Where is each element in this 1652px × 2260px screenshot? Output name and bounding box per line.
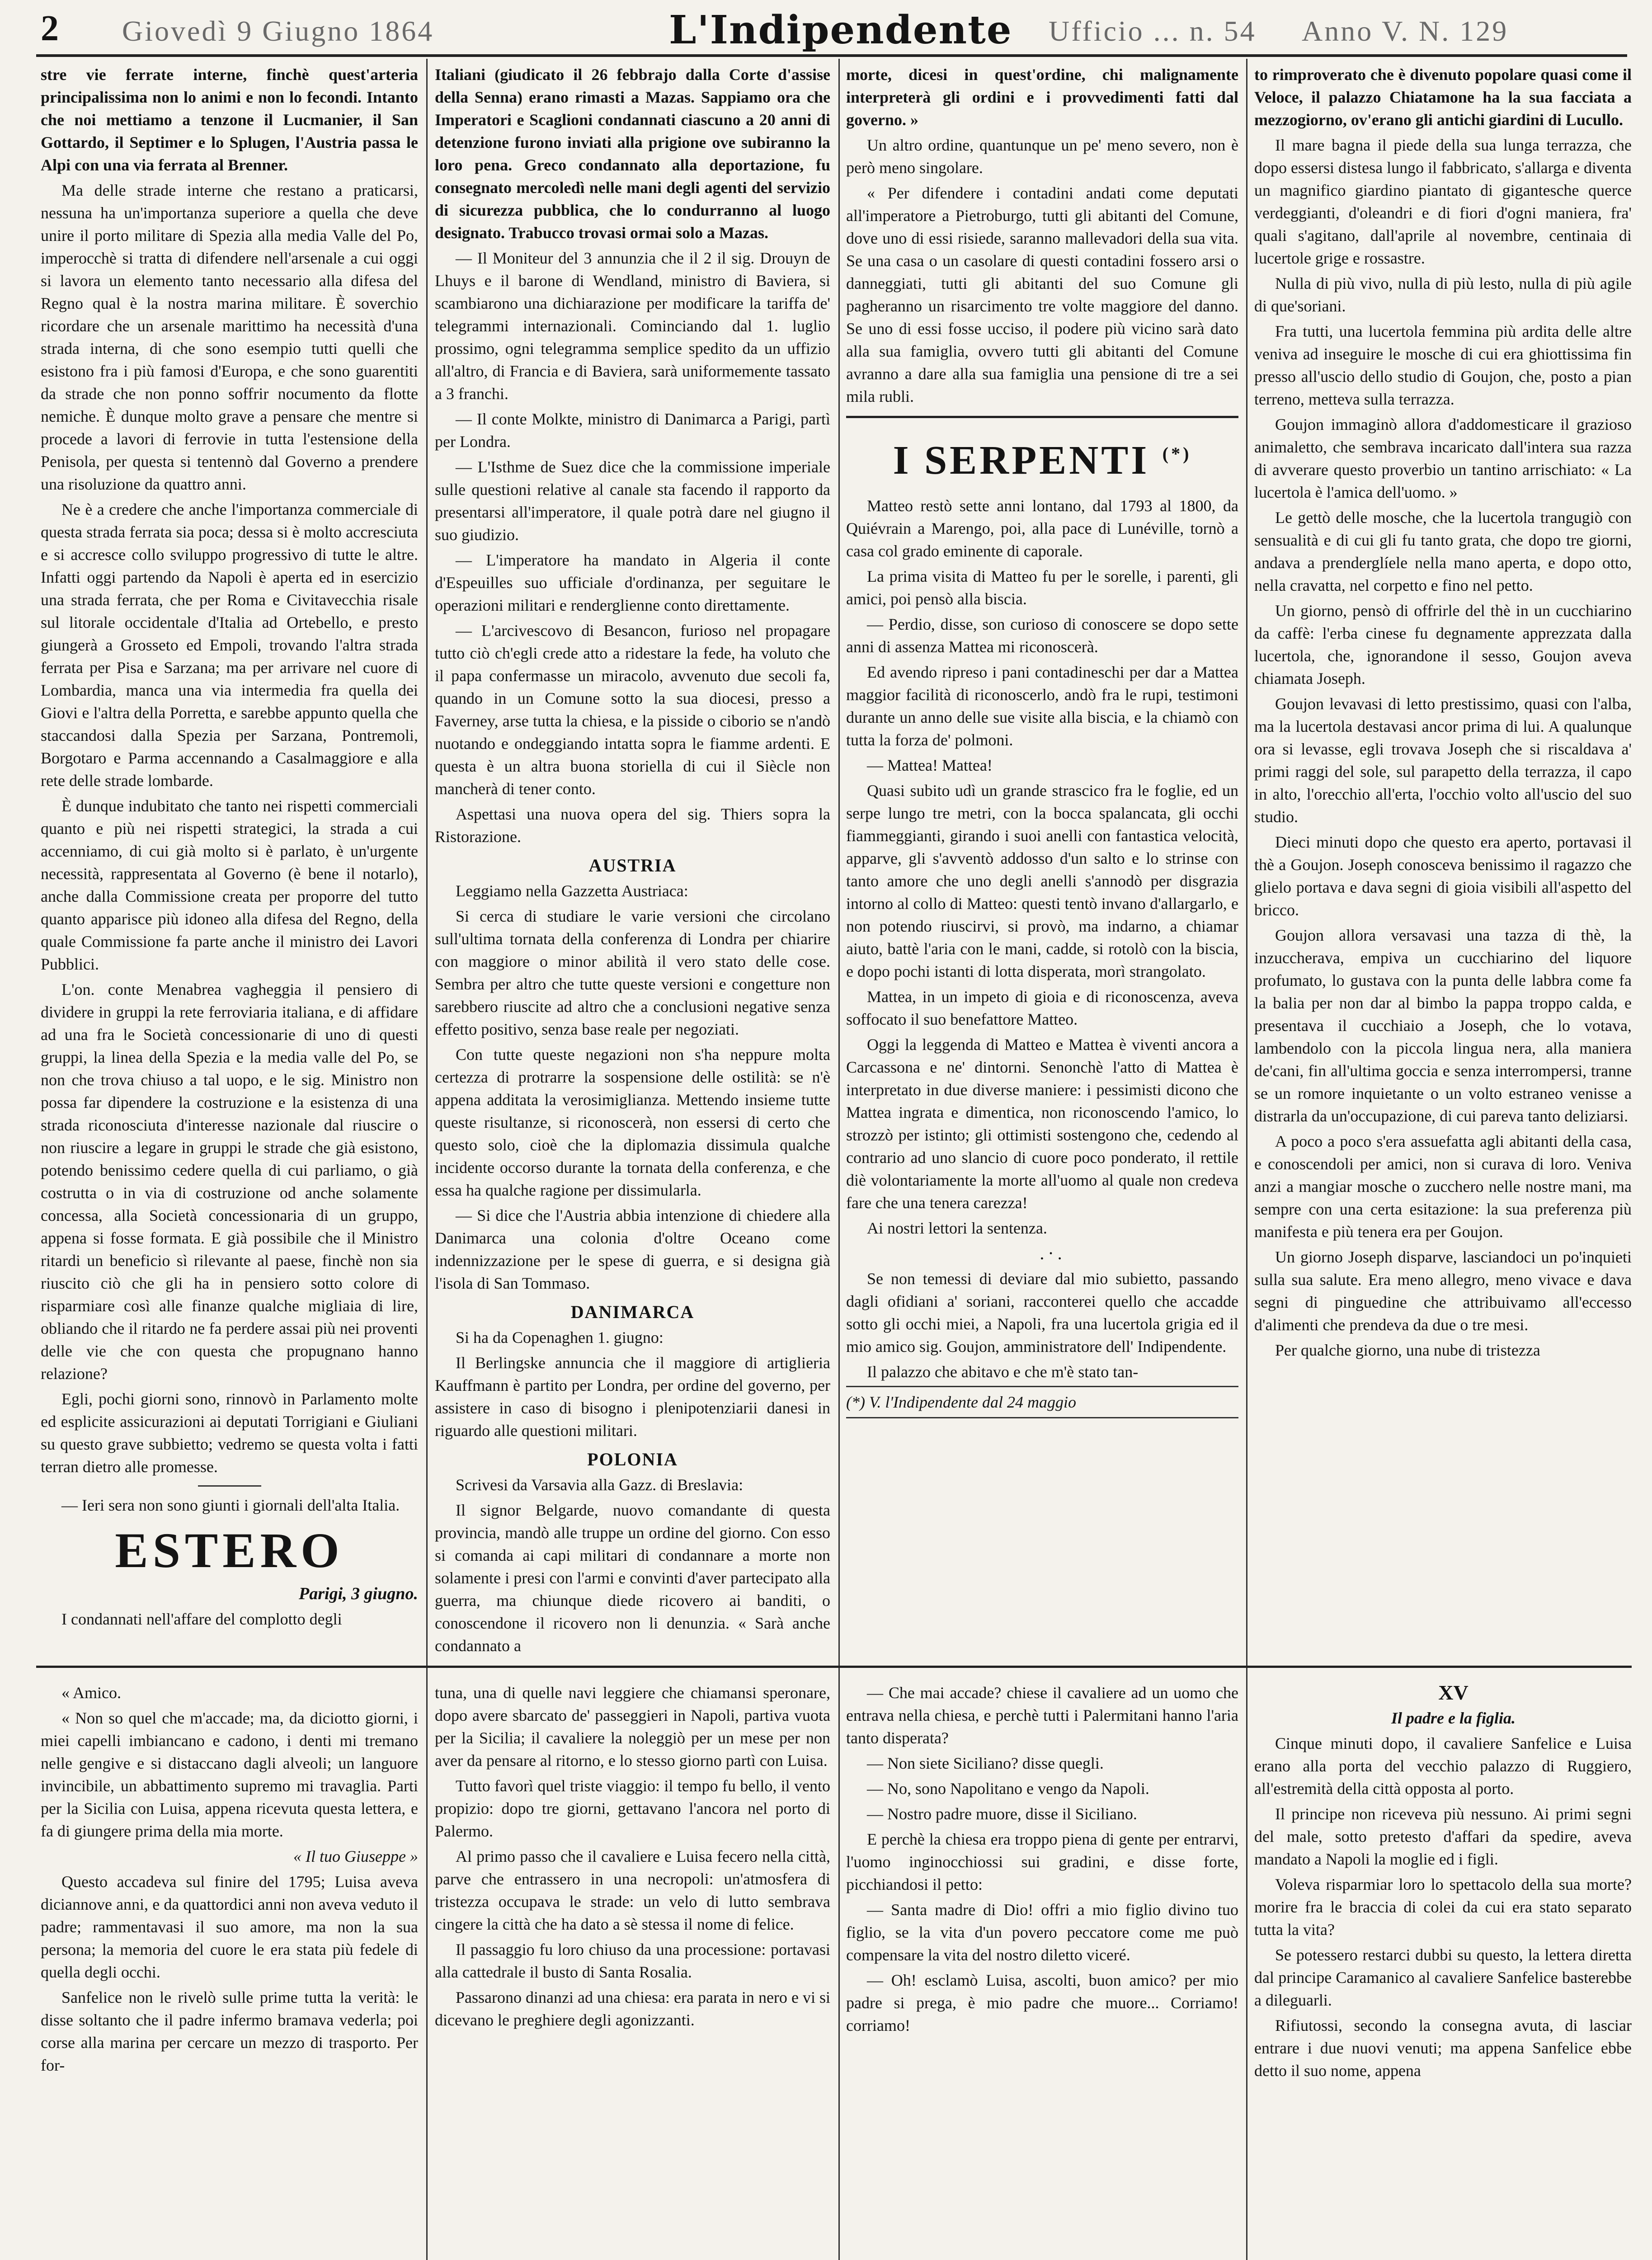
column-rule — [1246, 59, 1247, 2260]
paragraph: — L'arcivescovo di Besancon, furioso nel propagare tutto ciò ch'egli crede atto a ridestare la fede, ha voluto che il papa confermasse un miracolo, avvenuto due secoli fa, quando in un Comune sotto la sua diocesi, presso a Faverney, arse tutta la chiesa, e la pisside o ciborio se n'andò nuotando e ondeggiando intatta sopra le fiamme ardenti. E questa è un altra buona storiella di cui il Siècle non mancherà di tener conto. — [435, 622, 830, 798]
paragraph: « Amico. — [61, 1684, 121, 1702]
paragraph: Il passaggio fu loro chiuso da una processione: portavasi alla cattedrale il busto di Santa Rosalia. — [435, 1940, 830, 1981]
section-heading-polonia: POLONIA — [587, 1449, 678, 1469]
paragraph: — Oh! esclamò Luisa, ascolti, buon amico? per mio padre si prega, è mio padre che muore... Corriamo! corriamo! — [846, 1971, 1238, 2034]
paragraph: Fra tutti, una lucertola femmina più ardita delle altre veniva ad inseguire le mosche di cui era ghiottissima fin presso all'uscio dello studio di Goujon, che, posto a pian terreno, metteva sulla terrazza. — [1254, 322, 1632, 408]
paragraph: Un giorno Joseph disparve, lasciandoci un po'inquieti sulla sua salute. Era meno allegro, meno vivace e dava segni di pinguedine che attribuivamo all'eccesso d'alimenti che prendeva da due o tre mesi. — [1254, 1248, 1632, 1334]
paragraph: — Che mai accade? chiese il cavaliere ad un uomo che entrava nella chiesa, e perchè tutti i Palermitani hanno l'aria tanto disperata? — [846, 1684, 1238, 1747]
column-rule — [426, 59, 428, 2260]
paragraph: tuna, una di quelle navi leggiere che chiamansi speronare, dopo avere sbarcato de' passeggieri in Napoli, partiva vuota per la Sicilia; il cavaliere la noleggiò per un mese per non aver da pensare al ritorno, e lo stesso giorno partì con Luisa. — [435, 1684, 830, 1770]
paragraph: Egli, pochi giorni sono, rinnovò in Parlamento molte ed esplicite assicurazioni ai deputati Torrigiani e Giuliani su questo grave subbietto; vedremo se questa volta i fatti terran dietro alle promesse. — [41, 1390, 418, 1476]
paragraph: I condannati nell'affare del complotto degli — [61, 1610, 342, 1628]
paragraph: Goujon levavasi di letto prestissimo, quasi con l'alba, ma la lucertola destavasi ancor prima di lui. A qualunque ora si levasse, egli trovava Joseph che si riscaldava a' primi raggi del sole, sul parapetto della terrazza, il capo in alto, l'orecchio all'erta, l'occhio volto all'uscio del suo studio. — [1254, 695, 1632, 826]
paragraph: stre vie ferrate interne, finchè quest'arteria principalissima non lo animi e non lo fecondi. Intanto che noi mettiamo a tenzone il Lucmanier, il San Gottardo, il Septimer e lo Splugen, l'Austria passa le Alpi con una via ferrata al Brenner. — [41, 66, 418, 174]
paragraph: Per qualche giorno, una nube di tristezza — [1275, 1341, 1540, 1359]
signature: « Il tuo Giuseppe » — [293, 1847, 418, 1865]
column-4-top — [1254, 63, 1632, 1659]
paragraph: Questo accadeva sul finire del 1795; Luisa aveva diciannove anni, e da quattordici anni non aveva veduto il padre; rammentavasi il suo amore, ma non la sua persona; la memoria del cuore le era stata più fedele di quella degli occhi. — [41, 1873, 418, 1981]
dateline: Parigi, 3 giugno. — [299, 1584, 418, 1603]
chapter-number: XV — [1438, 1681, 1468, 1704]
paragraph: Aspettasi una nuova opera del sig. Thiers sopra la Ristorazione. — [435, 805, 830, 846]
paragraph: A poco a poco s'era assuefatta agli abitanti della casa, e conoscendoli per amici, non si curava di loro. Veniva anzi a mangiar mosche o zucchero nelle nostre mani, ma sempre con una certa esitazione: la sua preferenza più manifesta e più tenera era per Goujon. — [1254, 1132, 1632, 1241]
column-2-bottom — [435, 1681, 830, 2260]
footnote-mark: (*) — [1162, 443, 1192, 464]
paragraph: — Il Moniteur del 3 annunzia che il 2 il sig. Drouyn de Lhuys e il barone di Wendland, ministro di Baviera, si scambiarono una dichiarazione per modificare la tariffa de' telegrammi internazionali. Cominciando dal 1. luglio prossimo, ogni telegramma semplice spedito da un uffizio all'altro, di Francia e di Baviera, sarà uniformemente tassato a 3 franchi. — [435, 249, 830, 403]
paragraph: Il signor Belgarde, nuovo comandante di questa provincia, mandò alle truppe un ordine del giorno. Con esso si comanda ai capi militari di condannare a morte non solamente i presi con l'armi e convinti d'aver partecipato alla guerra, ma chiunque diede ricovero ai banditi, o conoscendone il ricovero non li denunzia. « Sarà anche condannato a — [435, 1501, 830, 1655]
paragraph: Mattea, in un impeto di gioia e di riconoscenza, aveva soffocato il suo benefattore Matteo. — [846, 988, 1238, 1028]
paragraph: Oggi la leggenda di Matteo e Mattea è viventi ancora a Carcassona e ne' dintorni. Senonchè l'atto di Mattea è interpretato in due diverse maniere: i pessimisti dicono che Mattea ingrata e dimentica, non riconoscendo l'amico, lo strozzò per istinto; gli ottimisti sostengono che, cedendo al contrario ad uno slancio di cuore poco ponderato, il rettile diè volontariamente la morte all'uomo al quale non credeva fare che una tenera carezza! — [846, 1036, 1238, 1212]
paragraph: Con tutte queste negazioni non s'ha neppure molta certezza di protrarre la sospensione delle ostilità: se n'è appena additata la verosimiglianza. Mettendo insieme tutte queste risultanze, si riconoscerà, non essersi di certo che questo solo, cioè che la diplomazia dissimula qualche incidente occorso durante la tornata della conferenza, e che essa ha qualche ragione per dissimularla. — [435, 1045, 830, 1199]
paragraph: Ai nostri lettori la sentenza. — [867, 1219, 1047, 1237]
paragraph: Sanfelice non le rivelò sulle prime tutta la verità: le disse soltanto che il padre infermo bramava vederla; poi corse alla marina per cercare un mezzo di trasporto. Per for- — [41, 1988, 418, 2074]
column-2-top — [435, 63, 830, 1659]
paragraph: Al primo passo che il cavaliere e Luisa fecero nella città, parve che entrassero in una necropoli: un'atmosfera di tristezza occupava le strade: un velo di lutto sembrava cingere la città che ha dato a sè stessa il nome di felice. — [435, 1847, 830, 1933]
column-1-bottom — [41, 1681, 418, 2260]
paragraph: — Perdio, disse, son curioso di conoscere se dopo sette anni di assenza Mattea mi riconoscerà. — [846, 615, 1238, 656]
paragraph: La prima visita di Matteo fu per le sorelle, i parenti, gli amici, poi pensò alla biscia. — [846, 567, 1238, 608]
separator — [198, 1485, 261, 1487]
paragraph: Italiani (giudicato il 26 febbrajo dalla Corte d'assise della Senna) erano rimasti a Mazas. Sappiamo ora che Imperatori e Scaglioni condannati ciascuno a 20 anni di detenzione furono inviati alla prigione ove subiranno la loro pena. Greco condannato alla deportazione, fu consegnato mercoledì nelle mani degli agenti del servizio di sicurezza pubblica, che lo condurranno al luogo designato. Trabucco trovasi ormai solo a Mazas. — [435, 66, 830, 242]
paragraph: — No, sono Napolitano e vengo da Napoli. — [867, 1780, 1149, 1798]
paragraph: Il Berlingske annuncia che il maggiore di artiglieria Kauffmann è partito per Londra, per ordine del governo, per assistere in caso di bisogno i plenipotenziarii danesi in riguardo alle questioni militari. — [435, 1354, 830, 1440]
paragraph: — Non siete Siciliano? disse quegli. — [867, 1754, 1104, 1772]
paragraph: Voleva risparmiar loro lo spettacolo della sua morte? morire fra le braccia di colei da cui era stato separato tutta la vita? — [1254, 1875, 1632, 1939]
paragraph: — Mattea! Mattea! — [867, 756, 993, 774]
paragraph: Rifiutossi, secondo la consegna avuta, di lasciar entrare i due nuovi venuti; ma appena Sanfelice ebbe detto il suo nome, appena — [1254, 2016, 1632, 2080]
paragraph: Le gettò delle mosche, che la lucertola trangugiò con sensualità e di cui gli fu tanto grata, che dopo tre giorni, andava a prenderglíele nella mano aperta, e dopo otto, nella cravatta, nel corpetto e fino nel petto. — [1254, 508, 1632, 594]
section-heading-austria: AUSTRIA — [588, 855, 677, 876]
chapter-title: Il padre e la figlia. — [1391, 1709, 1516, 1727]
feuilleton-title: I SERPENTI — [893, 438, 1150, 483]
paragraph: Cinque minuti dopo, il cavaliere Sanfelice e Luisa erano alla porta del vecchio palazzo di Ruggiero, all'estremità della città opposta al porto. — [1254, 1734, 1632, 1798]
paragraph: Il principe non riceveva più nessuno. Ai primi segni del male, sotto pretesto d'affari da spedire, aveva mandato a Napoli la moglie ed i figli. — [1254, 1805, 1632, 1868]
feuilleton-heading — [846, 424, 1238, 490]
paragraph: Tutto favorì quel triste viaggio: il tempo fu bello, il vento propizio: dopo tre giorni, gettavano l'ancora nel porto di Palermo. — [435, 1777, 830, 1840]
column-3-top — [846, 63, 1238, 1659]
paragraph: Se potessero restarci dubbi su questo, la lettera diretta dal principe Caramanico al cavaliere Sanfelice basterebbe a dileguarli. — [1254, 1946, 1632, 2009]
column-3-bottom — [846, 1681, 1238, 2260]
paragraph: È dunque indubitato che tanto nei rispetti commerciali quanto e più nei rispetti strategici, la strada a cui accenniamo, di cui già molto si è parlato, è un'urgente necessità, rappresentata al Governo (è bene il notarlo), anche dalla Commissione creata per proporre del tutto quanto apparisce più idoneo alla difesa del Regno, della quale Commissione fa parte anche il ministro dei Lavori Pubblici. — [41, 797, 418, 973]
newspaper-title: L'Indipendente — [669, 7, 1012, 53]
issue-year: Anno V. N. 129 — [1302, 15, 1509, 47]
footnote: (*) V. l'Indipendente dal 24 maggio — [846, 1386, 1238, 1418]
paragraph: Un altro ordine, quantunque un pe' meno severo, non è però meno singolare. — [846, 136, 1238, 177]
paragraph: L'on. conte Menabrea vagheggia il pensiero di dividere in gruppi la rete ferroviaria italiana, e di affidare ad una fra le Società concessionarie di uno di questi gruppi, la linea della Spezia e la media valle del Po, se non che trova chiuso a tal uopo, e le sig. Ministro non possa far dipendere la costruzione e la esistenza di una strada riconosciuta d'interesse nazionale dal riuscire o non riuscire a legare in gruppi le strade che già esistono, potendo benissimo cedere quella di cui parliamo, o già costrutta o in via di costruzione od anche solamente concessa, alla Società concessionaria di un gruppo, appena si fosse formata. E già possibile che il Ministro ritardi un beneficio sì rilevante al paese, finchè non sia riuscito ciò che gli ha in pensiero sotto colore di risparmiare così alle finanze qualche migliaia di lire, obliando che il ritardo ne fa perdere assai più nei proventi delle vie che con questa che propugnano hanno relazione? — [41, 980, 418, 1383]
paragraph: Il palazzo che abitavo e che m'è stato tan- — [867, 1363, 1139, 1381]
paragraph: — Il conte Molkte, ministro di Danimarca a Parigi, partì per Londra. — [435, 410, 830, 451]
section-heading-estero: ESTERO — [115, 1523, 344, 1578]
paragraph: E perchè la chiesa era troppo piena di gente per entrarvi, l'uomo inginocchiossi sui gradini, e disse forte, picchiandosi il petto: — [846, 1830, 1238, 1893]
masthead — [36, 5, 1627, 57]
paragraph: Passarono dinanzi ad una chiesa: era parata in nero e vi si dicevano le preghiere degli agonizzanti. — [435, 1988, 830, 2029]
paragraph: Goujon immaginò allora d'addomesticare il grazioso animaletto, che sembrava incaricato dall'intera sua razza di avverare questo proverbio un tantino arrischiato: « La lucertola è l'amica dell'uomo. » — [1254, 415, 1632, 501]
section-dots: .·. — [1040, 1243, 1066, 1263]
paragraph: Goujon allora versavasi una tazza di thè, la inzuccherava, empiva un cucchiarino del liquore profumato, lo gustava con la punta delle labbra come fa la balia per non dar al bimbo la pappa troppo calda, e presentava il cucchiaio a Joseph, che lo votava, lambendolo con la piccola lingua nera, alla maniera de'cani, fin all'ultima goccia e senza interrompersi, tranne se un romore inquietante o un volto estraneo venisse a distrarla da un'occupazione, di cui pareva tanto deliziarsi. — [1254, 926, 1632, 1125]
paragraph: morte, dicesi in quest'ordine, chi malignamente interpreterà gli ordini e i provvedimenti fatti dal governo. » — [846, 66, 1238, 129]
paragraph: Si ha da Copenaghen 1. giugno: — [456, 1328, 664, 1347]
feuilleton-rule — [846, 416, 1238, 418]
paragraph: Matteo restò sette anni lontano, dal 1793 al 1800, da Quiévrain a Marengo, poi, alla pace di Lunéville, tornò a casa col grado eminente di caporale. — [846, 497, 1238, 560]
paragraph: Se non temessi di deviare dal mio subietto, passando dagli ofidiani a' soriani, racconterei quello che accadde sotto gli occhi miei, a Napoli, fra una lucertola grigia ed il mio amico sig. Goujon, amministratore dell' Indipendente. — [846, 1270, 1238, 1356]
paragraph: Si cerca di studiare le varie versioni che circolano sull'ultima tornata della conferenza di Londra per chiarire con maggiore o minor abilità il vero stato delle cose. Sembra per altro che tutte queste versioni e congetture non sarebbero riuscite ad altro che a conclusioni negative senza effetto positivo, senza base reale per negoziati. — [435, 907, 830, 1038]
paragraph: Nulla di più vivo, nulla di più lesto, nulla di più agile di que'soriani. — [1254, 274, 1632, 315]
page-number: 2 — [41, 9, 59, 48]
column-rule — [838, 59, 840, 2260]
paragraph: to rimproverato che è divenuto popolare quasi come il Veloce, il palazzo Chiatamone ha la sua facciata a mezzogiorno, ov'erano gli antichi giardini di Lucullo. — [1254, 66, 1632, 129]
paragraph: Dieci minuti dopo che questo era aperto, portavasi il thè a Goujon. Joseph conosceva benissimo il ragazzo che glielo portava e dava segni di gioia visibili all'aspetto del bricco. — [1254, 833, 1632, 919]
feuilleton-divider — [36, 1666, 1632, 1668]
paragraph: Scrivesi da Varsavia alla Gazz. di Breslavia: — [456, 1476, 744, 1494]
issue-office: Ufficio ... n. 54 — [1049, 15, 1257, 47]
paragraph: Quasi subito udì un grande strascico fra le foglie, ed un serpe lungo tre metri, con la bocca spalancata, gli occhi fiammeggianti, girando i suoi anelli con fantastica velocità, apparve, gli s'avventò addosso d'un salto e lo strinse con tanto amore che uno degli anelli s'annodò per disgrazia intorno al collo di Matteo: questi tentò invano d'allargarlo, e non potendo riuscirvi, si provò, ma indarno, a chiamar aiuto, battè l'aria con le mani, cadde, si rotolò con la biscia, e dopo pochi istanti di lotta disperata, morì strangolato. — [846, 782, 1238, 980]
paragraph: Ne è a credere che anche l'importanza commerciale di questa strada ferrata sia poca; dessa si è molto accresciuta e si accresce collo sviluppo progressivo di tutte le altre. Infatti oggi partendo da Napoli è aperta ed in esercizio una strada ferrata, che per Roma e Civitavecchia risale sul litorale occidentale d'Italia ad Ortebello, e presto giungerà a Grosseto ed Empoli, trovando l'altra strada ferrata per Pisa e Sarzana; ma per arrivare nel cuore di Lombardia, manca una via intermedia fra quella dei Giovi e l'altra della Porretta, e sarebbe appunto quella che staccandosi dalla Spezia per Sarzana, Pontremoli, Borgotaro e Parma accennando a Casalmaggiore e alla rete delle strade lombarde. — [41, 500, 418, 790]
column-4-bottom — [1254, 1681, 1632, 2260]
paragraph: Leggiamo nella Gazzetta Austriaca: — [456, 882, 688, 900]
paragraph: Il mare bagna il piede della sua lunga terrazza, che dopo essersi distesa lungo il fabbricato, s'allarga e diventa un magnifico giardino piantato di gigantesche querce verdeggianti, d'oleandri e di fiori d'ogni maniera, fra' quali s'agitano, dall'aprile al novembre, centinaia di lucertole grige e rossastre. — [1254, 136, 1632, 267]
issue-date: Giovedì 9 Giugno 1864 — [122, 15, 434, 47]
column-1-top — [41, 63, 418, 1659]
paragraph: « Per difendere i contadini andati come deputati all'imperatore a Pietroburgo, tutti gli abitanti del Comune, dove uno di essi risiede, saranno mallevadori della sua vita. Se una casa o un casolare di questi contadini fossero arsi o danneggiati, tutti gli abitanti del suo Comune gli pagheranno un risarcimento tre volte maggiore del danno. Se uno di essi fosse ucciso, il podere più vicino sarà dato alla sua famiglia, ovvero tutti gli abitanti del Comune avranno a dare alla sua famiglia una pensione di tre a sei mila rubli. — [846, 184, 1238, 405]
paragraph: — L'Isthme de Suez dice che la commissione imperiale sulle questioni relative al canale sta facendo il rapporto da presentarsi all'imperatore, il quale potrà dare nel giugno il suo giudizio. — [435, 458, 830, 544]
paragraph: — L'imperatore ha mandato in Algeria il conte d'Espeuilles suo ufficiale d'ordinanza, per seguitare le operazioni militari e renderglienne conto direttamente. — [435, 551, 830, 614]
section-heading-danimarca: DANIMARCA — [570, 1302, 695, 1322]
paragraph: — Santa madre di Dio! offri a mio figlio divino tuo figlio, se la vita d'un povero peccatore come me può compensare la vita del nostro diletto viceré. — [846, 1901, 1238, 1964]
paragraph: Ed avendo ripreso i pani contadineschi per dar a Mattea maggior facilità di riconoscerlo, andò fra le rupi, testimoni durante un anno delle sue visite alla biscia, e la chiamò con tutta la forza de' polmoni. — [846, 663, 1238, 749]
paragraph: « Non so quel che m'accade; ma, da diciotto giorni, i miei capelli imbiancano e cadono, i denti mi tremano nelle gengive e si distaccano dagli alveoli; un languore invincibile, un abbattimento supremo mi travaglia. Parti per la Sicilia con Luisa, appena ricevuta questa lettera, e fa di giungere prima della mia morte. — [41, 1709, 418, 1840]
paragraph: Un giorno, pensò di offrirle del thè in un cucchiarino da caffè: l'erba cinese fu degnamente apprezzata dalla lucertola, che, ignorandone il sesso, Goujon aveva chiamata Joseph. — [1254, 602, 1632, 687]
paragraph: — Si dice che l'Austria abbia intenzione di chiedere alla Danimarca una colonia d'oltre Oceano come indennizzazione per le spese di guerra, e si designa già l'isola di San Tommaso. — [435, 1206, 830, 1292]
paragraph: — Nostro padre muore, disse il Siciliano. — [867, 1805, 1137, 1823]
paragraph: Ma delle strade interne che restano a praticarsi, nessuna ha un'importanza superiore a quella che deve unire il porto militare di Spezia alla media Valle del Po, imperocchè si tratta di difendere nell'arsenale a cui oggi si lavora un elemento tanto necessario alla difesa del Regno qual è la nostra marina militare. È soverchio ricordare che un arsenale marittimo ha necessità d'una strada interna, di che sono esempio tutti quelli che esistono fra i più famosi d'Europa, e che sono guarentiti da strade che non ponno soffrir nocumento da flotte nemiche. È dunque molto grave a pensare che mentre si procede a lavori di ferrovie in tutta l'estensione della Penisola, per questa si tentennò dal Governo a prendere una risoluzione da quattro anni. — [41, 181, 418, 493]
paragraph: — Ieri sera non sono giunti i giornali dell'alta Italia. — [61, 1496, 400, 1514]
